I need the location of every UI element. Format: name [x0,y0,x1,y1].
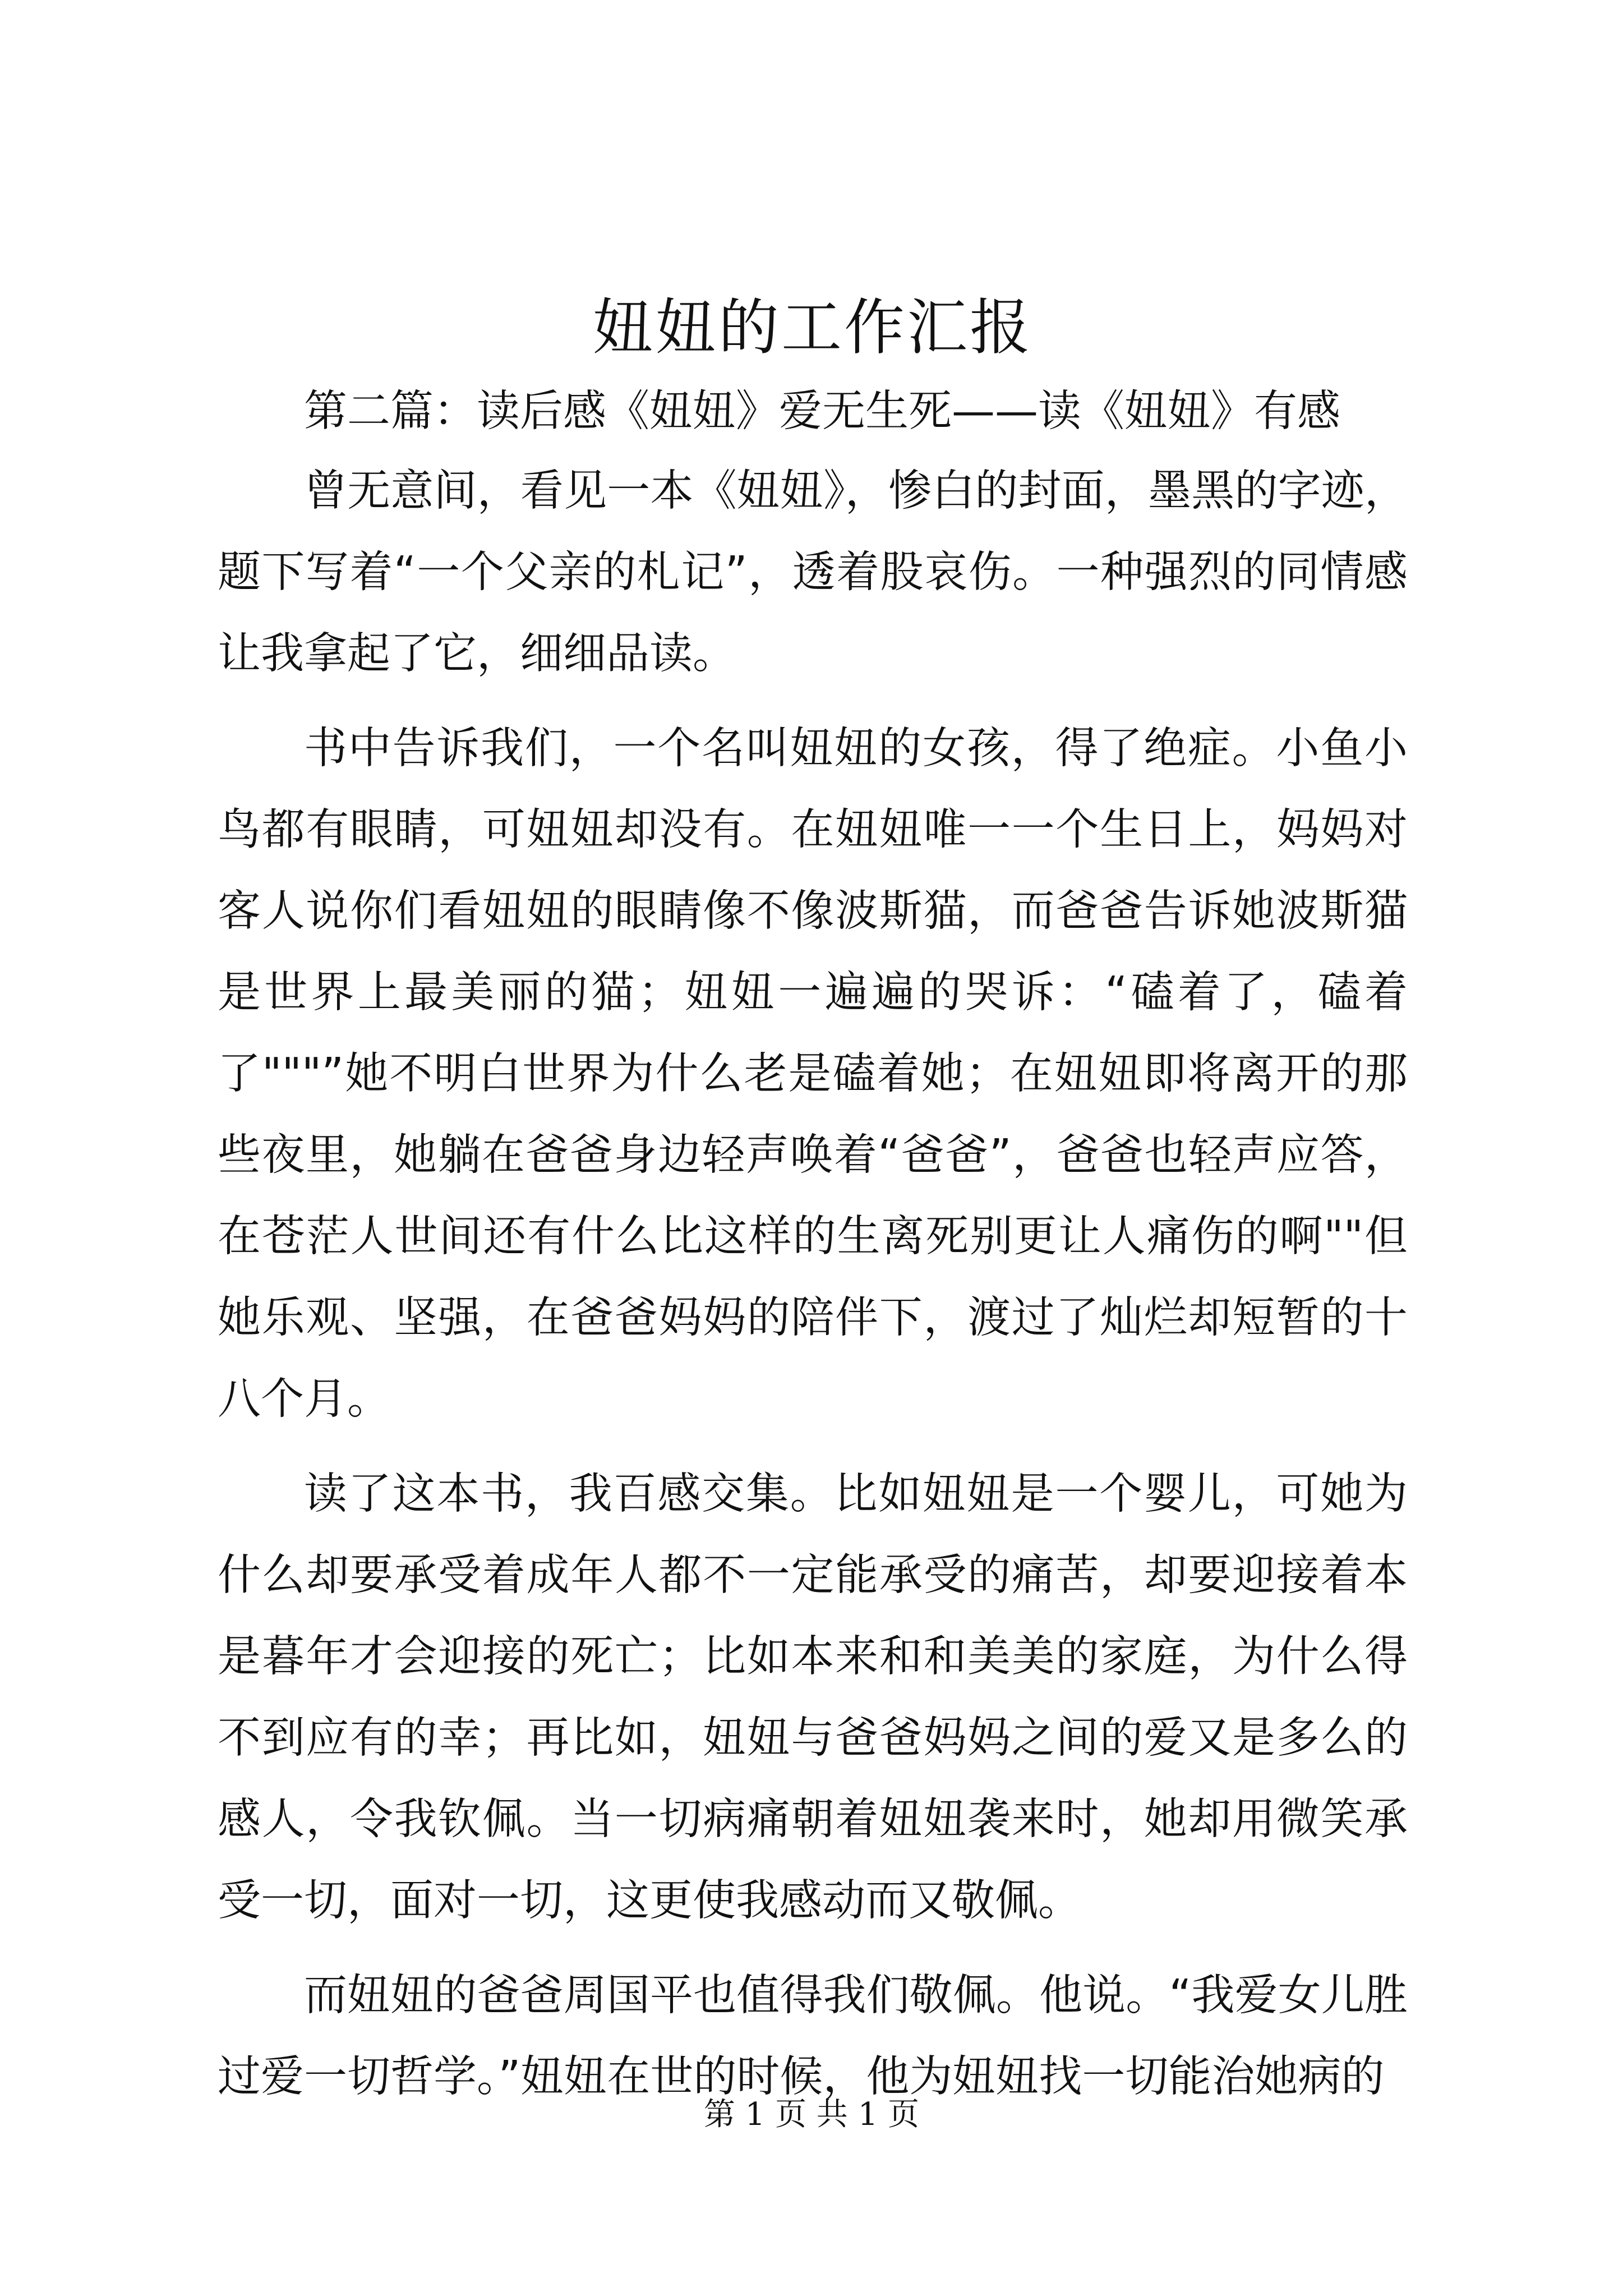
paragraph: 而妞妞的爸爸周国平也值得我们敬佩。他说。“我爱女儿胜过爱一切哲学。”妞妞在世的时候，他为妞妞找一切能治她病的 [218,1971,1408,2102]
page-footer: 第 1 页 共 1 页 [703,2096,920,2133]
document-body [218,283,1408,2131]
paragraph: 读了这本书，我百感交集。比如妞妞是一个婴儿，可她为什么却要承受着成年人都不一定能承受的痛苦，却要迎接着本是暮年才会迎接的死亡；比如本来和和美美的家庭，为什么得不到应有的幸；再比如，妞妞与爸爸妈妈之间的爱又是多么的感人，令我钦佩。当一切病痛朝着妞妞袭来时，她却用微笑承受一切，面对一切，这更使我感动而又敬佩。 [218,1469,1408,1926]
document-subtitle: 第二篇：读后感《妞妞》爱无生死——读《妞妞》有感 [304,386,1340,436]
document-title: 妞妞的工作汇报 [592,293,1032,363]
paragraph: 曾无意间，看见一本《妞妞》，惨白的封面，墨黑的字迹，题下写着“一个父亲的札记”，透着股哀伤。一种强烈的同情感让我拿起了它，细细品读。 [218,466,1408,679]
paragraph: 书中告诉我们，一个名叫妞妞的女孩，得了绝症。小鱼小鸟都有眼睛，可妞妞却没有。在妞妞唯一一个生日上，妈妈对客人说你们看妞妞的眼睛像不像波斯猫，而爸爸告诉她波斯猫是世界上最美丽的猫；妞妞一遍遍的哭诉：“磕着了，磕着了"""”她不明白世界为什么老是磕着她；在妞妞即将离开的那些夜里，她躺在爸爸身边轻声唤着“爸爸”，爸爸也轻声应答，在苍茫人世间还有什么比这样的生离死别更让人痛伤的啊""但她乐观、坚强，在爸爸妈妈的陪伴下，渡过了灿烂却短暂的十八个月。 [218,724,1408,1424]
